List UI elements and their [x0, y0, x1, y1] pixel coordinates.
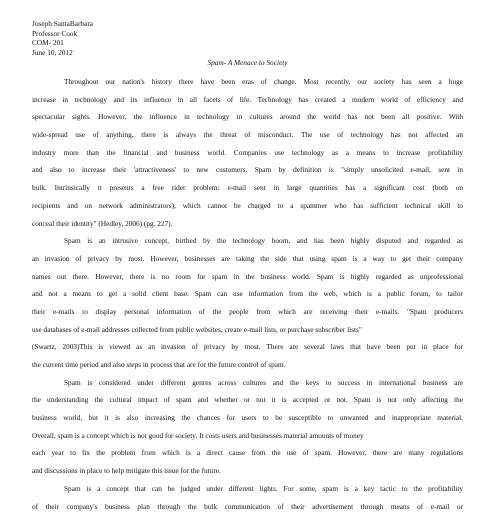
paragraph [32, 374, 463, 480]
text-line: Overall, spam is a concept which is not good for society. It costs users and businesses material amounts of money [32, 427, 463, 445]
text-line: industry more than the financial and business world. Companies use technology as a means to increase profitability [32, 144, 463, 162]
paragraph [32, 480, 463, 515]
text-line: each year to fix the problem from which is a direct cause from the use of spam. However, there are many regulations [32, 444, 463, 462]
text-line: spectacular sights. However, the influence in technology in cultures around the world has not been all positive. With [32, 108, 463, 126]
text-line: and also to increase their 'attractiveness' to new customers. Spam by definition is "simply unsolicited e-mail, sent in [32, 161, 463, 179]
text-line: Throughout our nation's history there have been eras of change. Most recently, our society has seen a huge [32, 73, 463, 91]
text-line: business world, but it is also increasing the chances for users to be susceptible to unwanted and inappropriate material. [32, 409, 463, 427]
text-line: wide-spread use of anything, there is always the threat of misconduct. The use of technology has not affected an [32, 126, 463, 144]
text-line: their e-mails to display personal information of the people from which are receiving their e-mails. "Spam producers [32, 303, 463, 321]
text-line: of their company's business plan through the bulk communication of their advertisement through means of e-mail or [32, 498, 463, 515]
text-line: names out there. However, there is no room for spam in the business world. Spam is highly regarded as unprofessional [32, 268, 463, 286]
course-code: COM- 201 [32, 38, 93, 48]
paragraph [32, 73, 463, 232]
text-line: Spam is considered under different genres across cultures and the keys to success in international business are [32, 374, 463, 392]
text-line: an invasion of privacy by most. However, businesses are taking the side that using spam is a way to get their company [32, 250, 463, 268]
text-line: Spam is a concept that can be judged under different lights. For some, spam is a key tactic to the profitability [32, 480, 463, 498]
text-line: use databases of e-mail addresses collected from public websites, create e-mail lists, or purchase subscriber lists" [32, 321, 463, 339]
text-line: bulk. Intrinsically it presents a free rider problem: e-mail sent in large quantities has a significant cost (both on [32, 179, 463, 197]
document-title: Spam- A Menace to Society [0, 58, 495, 68]
professor-name: Professor Cook [32, 29, 93, 39]
text-line: and not a means to get a solid client base. Spam can use information from the web, which is a public forum, to tailor [32, 285, 463, 303]
text-line: conceal their identity" (Hedley, 2006) (pg. 227). [32, 215, 463, 233]
document-header [32, 19, 93, 57]
text-line: the understanding the cultural impact of spam and whether or not it is accepted or not. Spam is not only affecting the [32, 391, 463, 409]
text-line: increase in technology and its influence in all facets of life. Technology has created a modern world of efficiency and [32, 91, 463, 109]
paragraph [32, 232, 463, 374]
author-name: Joseph SantaBarbara [32, 19, 93, 29]
document-body [32, 73, 463, 515]
text-line: and discussions in place to help mitigate this issue for the future. [32, 462, 463, 480]
text-line: the current time period and also steps in process that are for the future control of spam. [32, 356, 463, 374]
text-line: (Swartz, 2003)This is viewed as an invasion of privacy by most. There are several laws that have been put in place for [32, 338, 463, 356]
document-date: June 10, 2012 [32, 48, 93, 58]
text-line: recipients and on network administrators), which cannot be charged to a spammer who has sufficient technical skill to [32, 197, 463, 215]
text-line: Spam is an intrusive concept, birthed by the technology boom, and has been highly disputed and regarded as [32, 232, 463, 250]
